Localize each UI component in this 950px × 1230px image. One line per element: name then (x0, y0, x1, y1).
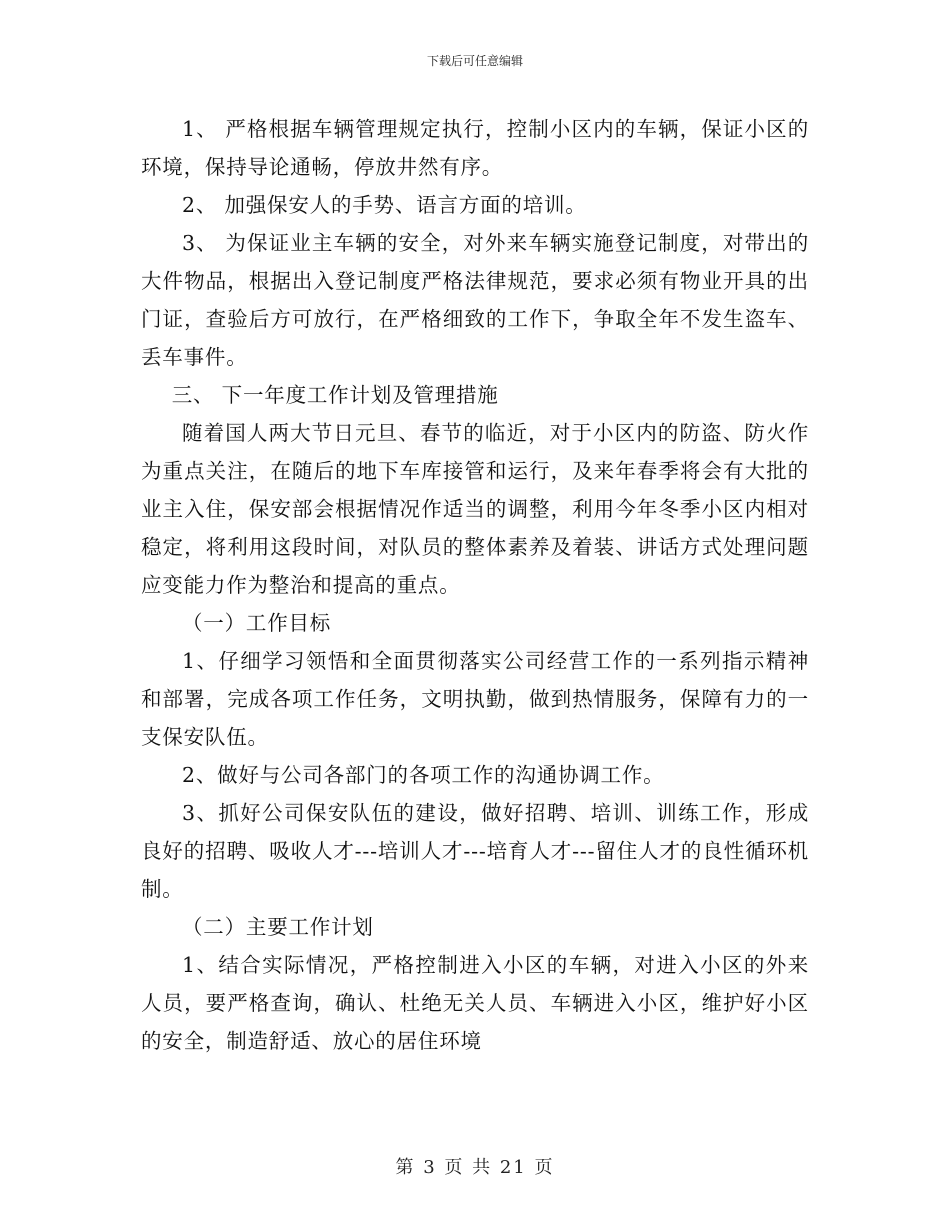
paragraph-vehicle-registration: 3、 为保证业主车辆的安全，对外来车辆实施登记制度，对带出的大件物品，根据出入登记制度严格法律规范，要求必须有物业开具的出门证，查验后方可放行，在严格细致的工作下，争取全年不发生盗车、丢车事件。 (141, 231, 809, 369)
paragraph-vehicle-management: 1、 严格根据车辆管理规定执行，控制小区内的车辆，保证小区的环境，保持导论通畅，停放井然有序。 (141, 117, 809, 179)
subsection-heading-main-plan: （二）主要工作计划 (182, 915, 374, 939)
paragraph-gesture-training: 2、 加强保安人的手势、语言方面的培训。 (182, 193, 587, 217)
document-body (141, 110, 809, 1060)
page-footer: 第 3 页 共 21 页 (395, 1157, 555, 1178)
subsection-heading-work-goals: （一）工作目标 (182, 611, 332, 635)
paragraph-goal-1: 1、仔细学习领悟和全面贯彻落实公司经营工作的一系列指示精神和部署，完成各项工作任务，文明执勤，做到热情服务，保障有力的一支保安队伍。 (141, 649, 809, 749)
paragraph-plan-1: 1、结合实际情况，严格控制进入小区的车辆，对进入小区的外来人员，要严格查询，确认、杜绝无关人员、车辆进入小区，维护好小区的安全，制造舒适、放心的居住环境 (141, 953, 809, 1053)
section-heading-next-year-plan: 三、 下一年度工作计划及管理措施 (171, 383, 499, 407)
paragraph-goal-3: 3、抓好公司保安队伍的建设，做好招聘、培训、训练工作，形成良好的招聘、吸收人才---培训人才---培育人才---留住人才的良性循环机制。 (141, 801, 809, 901)
paragraph-holiday-focus: 随着国人两大节日元旦、春节的临近，对于小区内的防盗、防火作为重点关注，在随后的地下车库接管和运行，及来年春季将会有大批的业主入住，保安部会根据情况作适当的调整，利用今年冬季小区内相对稳定，将利用这段时间，对队员的整体素养及着装、讲话方式处理问题应变能力作为整治和提高的重点。 (141, 421, 809, 597)
paragraph-goal-2: 2、做好与公司各部门的各项工作的沟通协调工作。 (182, 763, 665, 787)
page-header: 下载后可任意编辑 (426, 54, 523, 68)
